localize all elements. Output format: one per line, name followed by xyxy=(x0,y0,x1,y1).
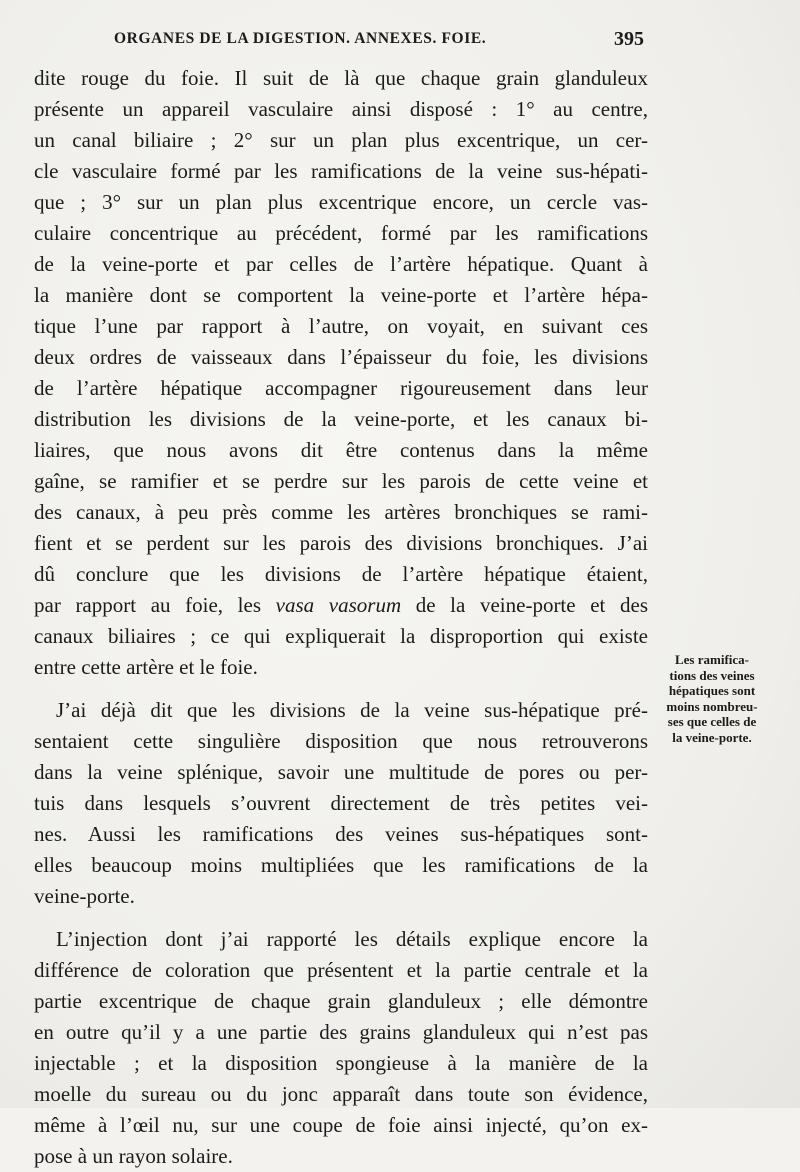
text-line: culaire concentrique au précédent, formé par les ramifications xyxy=(34,221,648,245)
text-line: tuis dans lesquels s’ouvrent directement de très petites vei- xyxy=(34,791,648,815)
margin-note-line: hépatiques sont xyxy=(668,683,756,698)
running-head: ORGANES DE LA DIGESTION. ANNEXES. FOIE. xyxy=(114,30,487,47)
page-header xyxy=(114,30,644,56)
text-line: tique l’une par rapport à l’autre, on voyait, en suivant ces xyxy=(34,314,648,338)
margin-note-line: moins nombreu- xyxy=(666,698,758,714)
text-line: elles beaucoup moins multipliées que les ramifications de la xyxy=(34,853,648,877)
text-line: dans la veine splénique, savoir une multitude de pores ou per- xyxy=(34,760,648,784)
text-line: J’ai déjà dit que les divisions de la veine sus-hépatique pré- xyxy=(56,698,648,722)
text-line: canaux biliaires ; ce qui expliquerait la disproportion qui existe xyxy=(34,624,648,648)
text-line: fient et se perdent sur les parois des divisions bronchiques. J’ai xyxy=(34,531,648,555)
text-line: de l’artère hépatique accompagner rigoureusement dans leur xyxy=(34,376,648,400)
text-line: moelle du sureau ou du jonc apparaît dans toute son évidence, xyxy=(34,1082,648,1106)
margin-note-line: ses que celles de xyxy=(667,714,757,729)
text-line: la manière dont se comportent la veine-porte et l’artère hépa- xyxy=(34,283,648,307)
text-line: distribution les divisions de la veine-porte, et les canaux bi- xyxy=(34,407,648,431)
text-line: dite rouge du foie. Il suit de là que chaque grain glanduleux xyxy=(34,66,648,90)
paragraph-3 xyxy=(34,924,648,1172)
text-line: pose à un rayon solaire. xyxy=(34,1144,233,1168)
text-line: L’injection dont j’ai rapporté les détails explique encore la xyxy=(56,927,648,951)
text-line: cle vasculaire formé par les ramifications de la veine sus-hépati- xyxy=(34,159,648,183)
margin-note-line: la veine-porte. xyxy=(672,729,752,745)
page-number: 395 xyxy=(614,28,644,50)
paragraph-1 xyxy=(34,63,648,683)
text-line: en outre qu’il y a une partie des grains glanduleux qui n’est pas xyxy=(34,1020,648,1044)
text-line: présente un appareil vasculaire ainsi disposé : 1° au centre, xyxy=(34,97,648,121)
text-line: injectable ; et la disposition spongieuse à la manière de la xyxy=(34,1051,648,1075)
text-line: différence de coloration que présentent et la partie centrale et la xyxy=(34,958,648,982)
text-line: par rapport au foie, les vasa vasorum de la veine-porte et des xyxy=(34,593,648,617)
text-line: partie excentrique de chaque grain glanduleux ; elle démontre xyxy=(34,989,648,1013)
text-line: deux ordres de vaisseaux dans l’épaisseur du foie, les divisions xyxy=(34,345,648,369)
text-line: même à l’œil nu, sur une coupe de foie ainsi injecté, qu’on ex- xyxy=(34,1113,648,1137)
margin-note xyxy=(653,652,771,745)
text-line: dû conclure que les divisions de l’artère hépatique étaient, xyxy=(34,562,648,586)
text-line: des canaux, à peu près comme les artères bronchiques se rami- xyxy=(34,500,648,524)
text-line: de la veine-porte et par celles de l’artère hépatique. Quant à xyxy=(34,252,648,276)
body-text xyxy=(34,63,648,1172)
margin-note-line: Les ramifica- xyxy=(674,652,749,667)
text-line: que ; 3° sur un plan plus excentrique encore, un cercle vas- xyxy=(34,190,648,214)
text-line: gaîne, se ramifier et se perdre sur les parois de cette veine et xyxy=(34,469,648,493)
text-line: entre cette artère et le foie. xyxy=(34,655,258,679)
margin-note-line: tions des veines xyxy=(669,667,755,683)
paragraph-2 xyxy=(34,695,648,912)
text-line: nes. Aussi les ramifications des veines sus-hépatiques sont- xyxy=(34,822,648,846)
text-line: veine-porte. xyxy=(34,884,135,908)
text-line: sentaient cette singulière disposition que nous retrouverons xyxy=(34,729,648,753)
text-line: liaires, que nous avons dit être contenus dans la même xyxy=(34,438,648,462)
text-line: un canal biliaire ; 2° sur un plan plus excentrique, un cer- xyxy=(34,128,648,152)
